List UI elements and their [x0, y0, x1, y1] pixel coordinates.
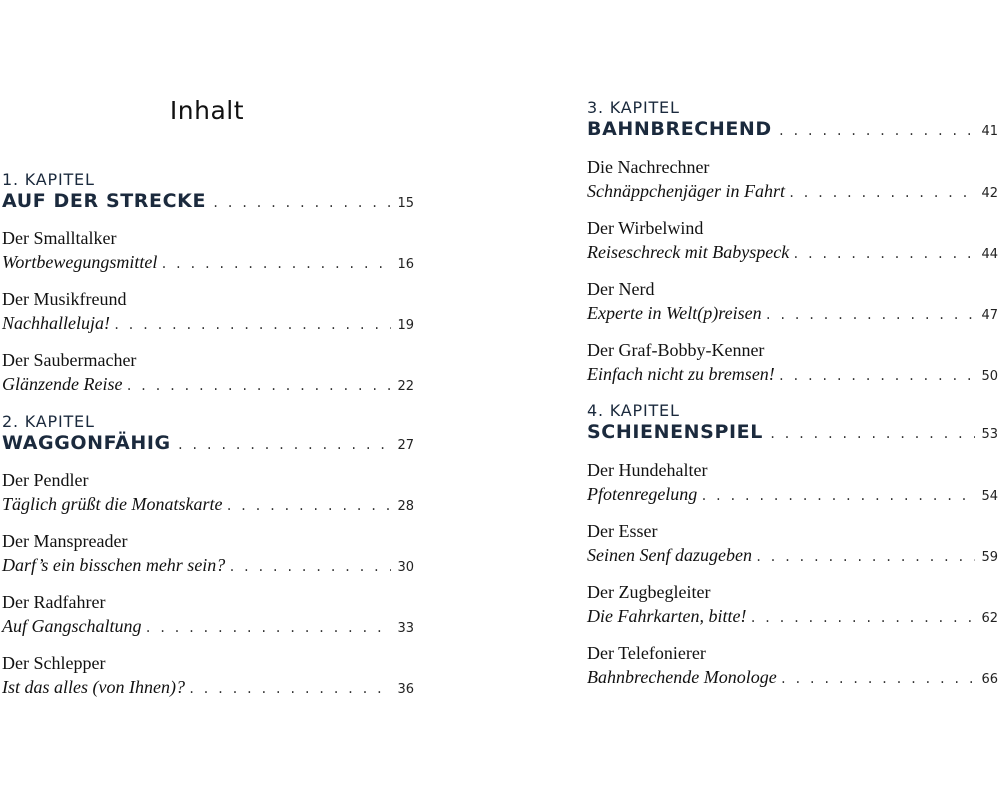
dot-leader: [113, 318, 391, 332]
entry-title: Der Telefonierer: [587, 643, 706, 663]
toc-entry[interactable]: [587, 338, 998, 386]
entry-title: Der Graf-Bobby-Kenner: [587, 340, 765, 360]
toc-entry[interactable]: [2, 287, 414, 335]
toc-entry[interactable]: [587, 580, 998, 628]
chapter-name: BAHNBRECHEND: [587, 118, 772, 140]
entry-title: Der Pendler: [2, 470, 89, 490]
toc-entry[interactable]: [587, 155, 998, 203]
entry-subtitle: Einfach nicht zu bremsen!: [587, 364, 775, 384]
dot-leader: [177, 438, 392, 452]
entry-subtitle: Auf Gangschaltung: [2, 616, 142, 636]
page-number: 41: [981, 124, 998, 139]
chapter-name: SCHIENENSPIEL: [587, 421, 763, 443]
page-number: 36: [397, 682, 414, 697]
dot-leader: [225, 499, 391, 513]
dot-leader: [755, 550, 976, 564]
dot-leader: [228, 560, 391, 574]
page-number: 47: [981, 308, 998, 323]
dot-leader: [780, 672, 976, 686]
page-number: 16: [397, 257, 414, 272]
toc-entry[interactable]: [2, 651, 414, 699]
page-number: 27: [397, 438, 414, 453]
entry-title: Der Wirbelwind: [587, 218, 704, 238]
dot-leader: [188, 682, 391, 696]
toc-entry[interactable]: [587, 458, 998, 506]
chapter-number: 4. KAPITEL: [587, 401, 680, 420]
toc-entry[interactable]: [587, 277, 998, 325]
entry-subtitle: Glänzende Reise: [2, 374, 123, 394]
toc-entry[interactable]: [587, 641, 998, 689]
entry-title: Der Hundehalter: [587, 460, 708, 480]
entry-subtitle: Experte in Welt(p)reisen: [587, 303, 762, 323]
entry-title: Der Musikfreund: [2, 289, 127, 309]
dot-leader: [765, 308, 976, 322]
dot-leader: [700, 489, 975, 503]
dot-leader: [160, 257, 391, 271]
entry-subtitle: Pfotenregelung: [587, 484, 698, 504]
toc-entry[interactable]: [587, 216, 998, 264]
page-number: 66: [981, 672, 998, 687]
dot-leader: [749, 611, 975, 625]
dot-leader: [212, 196, 391, 210]
page-number: 62: [981, 611, 998, 626]
toc-entry[interactable]: [587, 519, 998, 567]
toc-entry[interactable]: [2, 468, 414, 516]
page-number: 53: [981, 427, 998, 442]
page-number: 54: [981, 489, 998, 504]
chapter-number: 3. KAPITEL: [587, 98, 680, 117]
chapter-heading[interactable]: [587, 402, 998, 444]
entry-subtitle: Bahnbrechende Monologe: [587, 667, 777, 687]
entry-title: Der Zugbegleiter: [587, 582, 711, 602]
entry-subtitle: Die Fahrkarten, bitte!: [587, 606, 747, 626]
entry-title: Der Saubermacher: [2, 350, 137, 370]
chapter-number: 1. KAPITEL: [2, 170, 95, 189]
page-number: 15: [397, 196, 414, 211]
page-number: 28: [397, 499, 414, 514]
toc-entry[interactable]: [2, 226, 414, 274]
page-number: 44: [981, 247, 998, 262]
dot-leader: [125, 379, 391, 393]
entry-title: Der Radfahrer: [2, 592, 106, 612]
entry-title: Der Nerd: [587, 279, 655, 299]
entry-subtitle: Reiseschreck mit Babyspeck: [587, 242, 790, 262]
page-number: 42: [981, 186, 998, 201]
page-number: 22: [397, 379, 414, 394]
chapter-heading[interactable]: [2, 171, 414, 213]
toc-entry[interactable]: [2, 590, 414, 638]
entry-title: Die Nachrechner: [587, 157, 710, 177]
entry-subtitle: Nachhalleluja!: [2, 313, 110, 333]
toc-title: Inhalt: [169, 96, 245, 125]
chapter-name: AUF DER STRECKE: [2, 190, 207, 212]
entry-title: Der Esser: [587, 521, 658, 541]
chapter-heading[interactable]: [587, 99, 998, 141]
chapter-name: WAGGONFÄHIG: [2, 432, 171, 454]
entry-title: Der Schlepper: [2, 653, 106, 673]
dot-leader: [769, 427, 976, 441]
entry-subtitle: Seinen Senf dazugeben: [587, 545, 752, 565]
dot-leader: [145, 621, 392, 635]
entry-subtitle: Schnäppchenjäger in Fahrt: [587, 181, 785, 201]
entry-subtitle: Täglich grüßt die Monatskarte: [2, 494, 223, 514]
toc-entry[interactable]: [2, 529, 414, 577]
entry-subtitle: Ist das alles (von Ihnen)?: [2, 677, 185, 697]
dot-leader: [792, 247, 975, 261]
dot-leader: [778, 124, 976, 138]
toc-entry[interactable]: [2, 348, 414, 396]
page-number: 30: [397, 560, 414, 575]
dot-leader: [778, 369, 976, 383]
page-number: 33: [397, 621, 414, 636]
entry-subtitle: Wortbewegungsmittel: [2, 252, 158, 272]
page-number: 19: [397, 318, 414, 333]
chapter-number: 2. KAPITEL: [2, 412, 95, 431]
chapter-heading[interactable]: [2, 413, 414, 455]
entry-subtitle: Darf’s ein bisschen mehr sein?: [2, 555, 226, 575]
entry-title: Der Manspreader: [2, 531, 128, 551]
dot-leader: [788, 186, 975, 200]
entry-title: Der Smalltalker: [2, 228, 117, 248]
page-number: 50: [981, 369, 998, 384]
page-number: 59: [981, 550, 998, 565]
